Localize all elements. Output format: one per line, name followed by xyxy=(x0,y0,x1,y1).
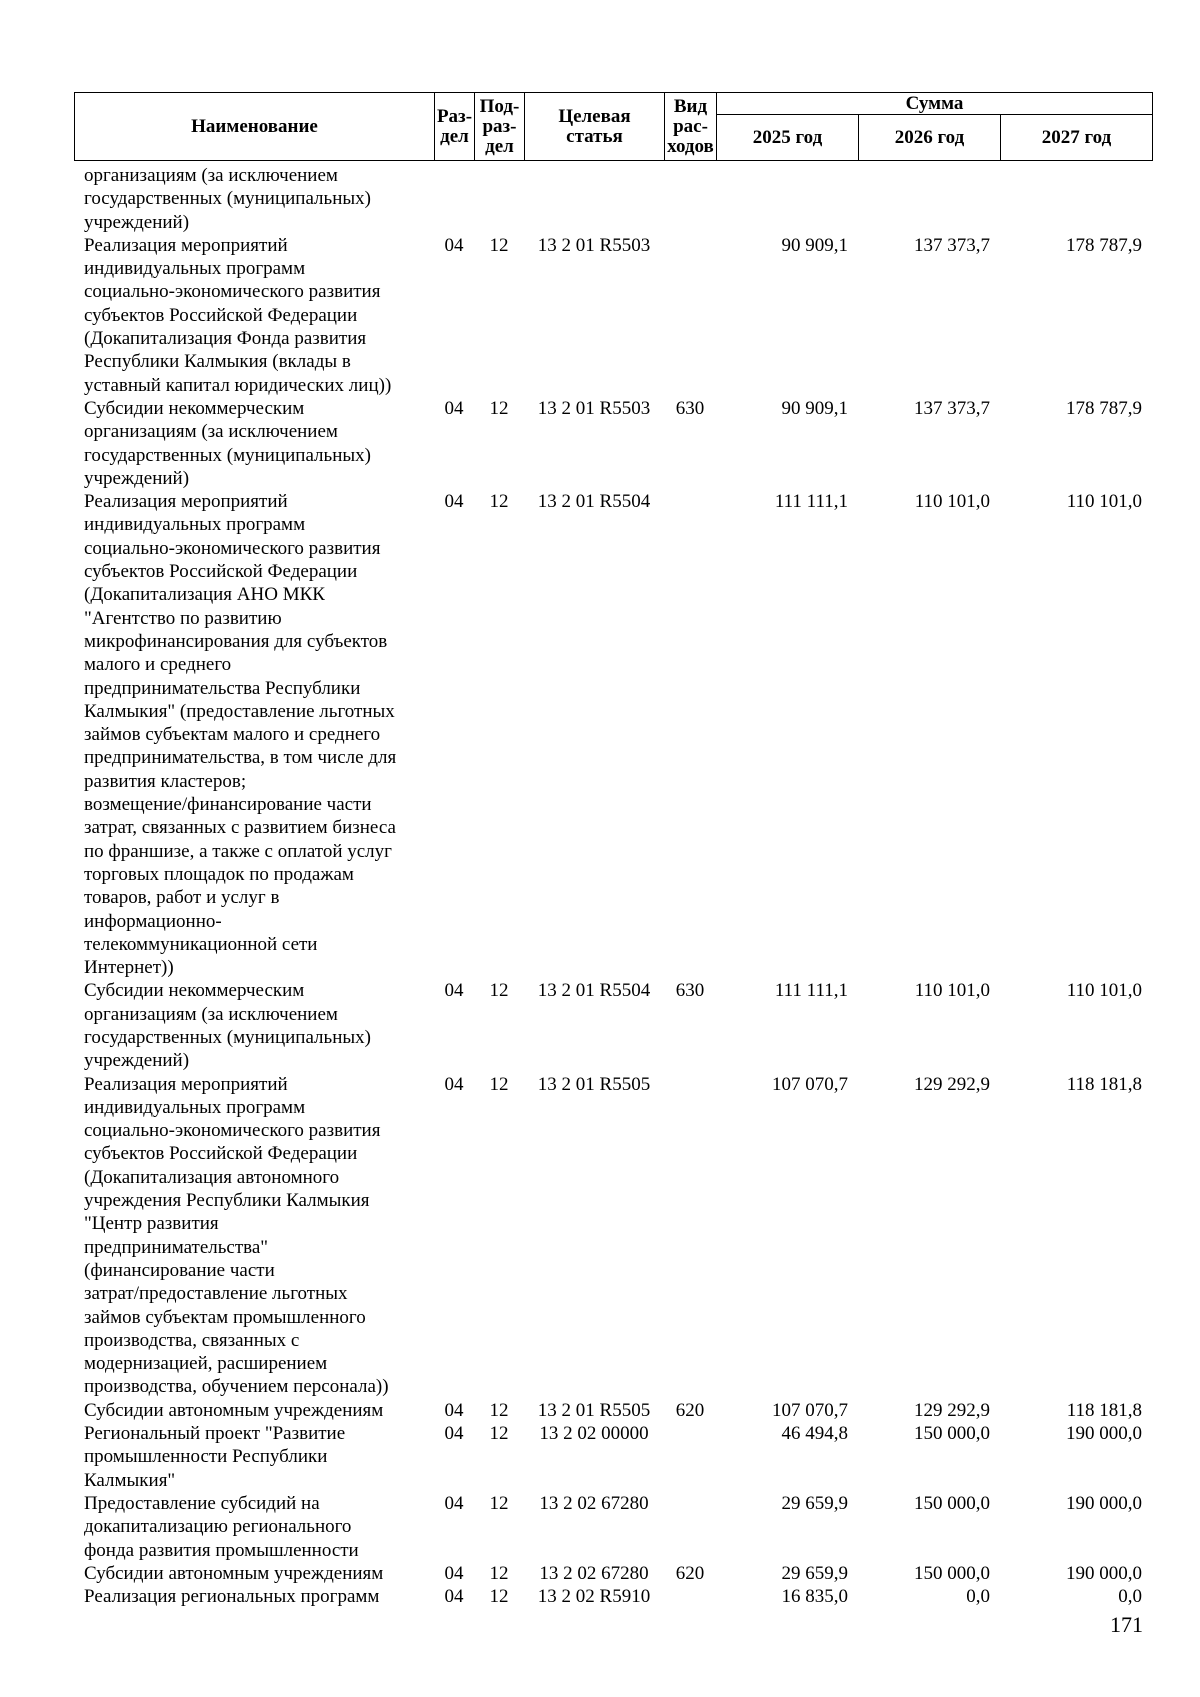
row-name: Региональный проект "Развитие промышленности Республики Калмыкия" xyxy=(84,1423,346,1491)
table-header xyxy=(74,92,1153,161)
row-podrazdel: 12 xyxy=(489,980,509,1002)
row-statya: 13 2 01 R5504 xyxy=(537,491,651,513)
row-sum-2027: 0,0 xyxy=(1118,1586,1142,1608)
row-sum-2027: 190 000,0 xyxy=(1066,1492,1142,1514)
table-row xyxy=(74,490,1152,979)
row-sum-2026: 137 373,7 xyxy=(914,234,990,256)
row-sum-2027 xyxy=(1000,164,1152,234)
row-name: Субсидии некоммерческим организациям (за исключением государственных (муниципальных) учреждений) xyxy=(84,397,371,489)
table-row xyxy=(74,397,1152,490)
row-vid: 620 xyxy=(675,1562,705,1584)
table-body xyxy=(74,164,1152,1608)
row-statya: 13 2 01 R5503 xyxy=(537,397,651,419)
row-statya: 13 2 02 67280 xyxy=(539,1492,649,1514)
row-name: Субсидии некоммерческим организациям (за исключением государственных (муниципальных) учреждений) xyxy=(84,980,371,1072)
row-statya xyxy=(524,164,664,234)
table-row xyxy=(74,1073,1152,1399)
row-podrazdel: 12 xyxy=(489,491,509,513)
row-sum-2025: 29 659,9 xyxy=(781,1562,848,1584)
row-sum-2026: 137 373,7 xyxy=(914,397,990,419)
table-row xyxy=(74,1492,1152,1562)
row-razdel: 04 xyxy=(444,1586,464,1608)
header-year-2026: 2026 год xyxy=(859,115,1001,161)
row-sum-2026: 0,0 xyxy=(966,1586,990,1608)
header-summa: Сумма xyxy=(717,93,1153,115)
row-podrazdel: 12 xyxy=(489,1492,509,1514)
row-sum-2026: 150 000,0 xyxy=(914,1562,990,1584)
row-sum-2027: 178 787,9 xyxy=(1066,234,1142,256)
row-statya: 13 2 02 00000 xyxy=(539,1423,649,1445)
row-sum-2026: 110 101,0 xyxy=(914,980,990,1002)
row-sum-2026 xyxy=(858,164,1000,234)
row-podrazdel: 12 xyxy=(489,1073,509,1095)
row-statya: 13 2 01 R5505 xyxy=(537,1073,651,1095)
row-sum-2025: 107 070,7 xyxy=(772,1399,848,1421)
row-sum-2025: 29 659,9 xyxy=(781,1492,848,1514)
row-vid: 630 xyxy=(675,397,705,419)
row-sum-2025: 90 909,1 xyxy=(781,397,848,419)
row-statya: 13 2 01 R5504 xyxy=(537,980,651,1002)
row-vid xyxy=(664,1073,716,1399)
row-vid xyxy=(664,1492,716,1562)
row-sum-2027: 110 101,0 xyxy=(1066,980,1142,1002)
table-row xyxy=(74,164,1152,234)
row-sum-2025: 111 111,1 xyxy=(774,980,848,1002)
row-name: Реализация региональных программ xyxy=(84,1586,380,1608)
row-statya: 13 2 02 67280 xyxy=(539,1562,649,1584)
row-sum-2027: 110 101,0 xyxy=(1066,491,1142,513)
header-name: Наименование xyxy=(75,93,435,161)
header-vid-rashodov: Вид рас- ходов xyxy=(665,93,717,161)
row-vid xyxy=(664,490,716,979)
row-sum-2027: 118 181,8 xyxy=(1066,1073,1142,1095)
row-sum-2025: 107 070,7 xyxy=(772,1073,848,1095)
row-sum-2027: 190 000,0 xyxy=(1066,1423,1142,1445)
header-year-2025: 2025 год xyxy=(717,115,859,161)
row-razdel: 04 xyxy=(444,1492,464,1514)
row-razdel: 04 xyxy=(444,397,464,419)
row-razdel: 04 xyxy=(444,234,464,256)
table-row xyxy=(74,1422,1152,1492)
row-sum-2027: 178 787,9 xyxy=(1066,397,1142,419)
row-name: Реализация мероприятий индивидуальных программ социально-экономического развития субъектов Российской Федерации (Докапитализация Фонда развития Республики Калмыкия (вклады в уставный капитал юридических лиц)) xyxy=(84,234,392,396)
row-podrazdel: 12 xyxy=(489,1586,509,1608)
row-razdel: 04 xyxy=(444,1073,464,1095)
row-sum-2026: 129 292,9 xyxy=(914,1073,990,1095)
row-name: организациям (за исключением государственных (муниципальных) учреждений) xyxy=(84,165,371,233)
document-page xyxy=(74,92,1152,1608)
row-sum-2025: 111 111,1 xyxy=(774,491,848,513)
row-name: Субсидии автономным учреждениям xyxy=(84,1562,384,1584)
table-row xyxy=(74,234,1152,397)
row-vid: 630 xyxy=(675,980,705,1002)
page-number: 171 xyxy=(1110,1612,1143,1637)
table-row xyxy=(74,979,1152,1072)
row-name: Реализация мероприятий индивидуальных программ социально-экономического развития субъектов Российской Федерации (Докапитализация автономного учреждения Республики Калмыкия "Центр развития предпринимательства" (финансирование части затрат/предоставление льготных займов субъектам промышленного производства, связанных с модернизацией, расширением производства, обучением персонала)) xyxy=(84,1073,389,1398)
row-razdel xyxy=(434,164,474,234)
table-row xyxy=(74,1562,1152,1585)
table-row xyxy=(74,1585,1152,1608)
row-vid xyxy=(664,164,716,234)
row-razdel: 04 xyxy=(444,980,464,1002)
row-sum-2026: 150 000,0 xyxy=(914,1492,990,1514)
row-sum-2025 xyxy=(716,164,858,234)
row-sum-2026: 129 292,9 xyxy=(914,1399,990,1421)
row-sum-2027: 190 000,0 xyxy=(1066,1562,1142,1584)
row-statya: 13 2 02 R5910 xyxy=(537,1586,651,1608)
row-podrazdel: 12 xyxy=(489,1399,509,1421)
table-row xyxy=(74,1399,1152,1422)
row-statya: 13 2 01 R5505 xyxy=(537,1399,651,1421)
row-razdel: 04 xyxy=(444,1399,464,1421)
row-podrazdel: 12 xyxy=(489,234,509,256)
row-vid xyxy=(664,234,716,397)
row-podrazdel: 12 xyxy=(489,1423,509,1445)
row-vid xyxy=(664,1422,716,1492)
header-year-2027: 2027 год xyxy=(1001,115,1153,161)
row-vid: 620 xyxy=(675,1399,705,1421)
row-razdel: 04 xyxy=(444,1562,464,1584)
row-podrazdel: 12 xyxy=(489,1562,509,1584)
row-sum-2027: 118 181,8 xyxy=(1066,1399,1142,1421)
row-name: Реализация мероприятий индивидуальных программ социально-экономического развития субъектов Российской Федерации (Докапитализация АНО МКК "Агентство по развитию микрофинансирования для субъектов малого и среднего предпринимательства Республики Калмыкия" (предоставление льготных займов субъектам малого и среднего предпринимательства, в том числе для развития кластеров; возмещение/финансирование части затрат, связанных с развитием бизнеса по франшизе, а также с оплатой услуг торговых площадок по продажам товаров, работ и услуг в информационно- телекоммуникационной сети Интернет)) xyxy=(84,491,397,979)
row-razdel: 04 xyxy=(444,491,464,513)
row-podrazdel xyxy=(474,164,524,234)
row-sum-2026: 150 000,0 xyxy=(914,1423,990,1445)
row-sum-2025: 90 909,1 xyxy=(781,234,848,256)
row-sum-2025: 16 835,0 xyxy=(781,1586,848,1608)
row-podrazdel: 12 xyxy=(489,397,509,419)
header-podrazdel: Под- раз- дел xyxy=(475,93,525,161)
row-statya: 13 2 01 R5503 xyxy=(537,234,651,256)
row-razdel: 04 xyxy=(444,1423,464,1445)
row-sum-2026: 110 101,0 xyxy=(914,491,990,513)
row-name: Предоставление субсидий на докапитализацию регионального фонда развития промышленности xyxy=(84,1492,359,1561)
header-celevaya-statya: Целевая статья xyxy=(525,93,665,161)
row-sum-2025: 46 494,8 xyxy=(781,1423,848,1445)
row-vid xyxy=(664,1585,716,1608)
header-razdel: Раз- дел xyxy=(435,93,475,161)
row-name: Субсидии автономным учреждениям xyxy=(84,1399,384,1421)
